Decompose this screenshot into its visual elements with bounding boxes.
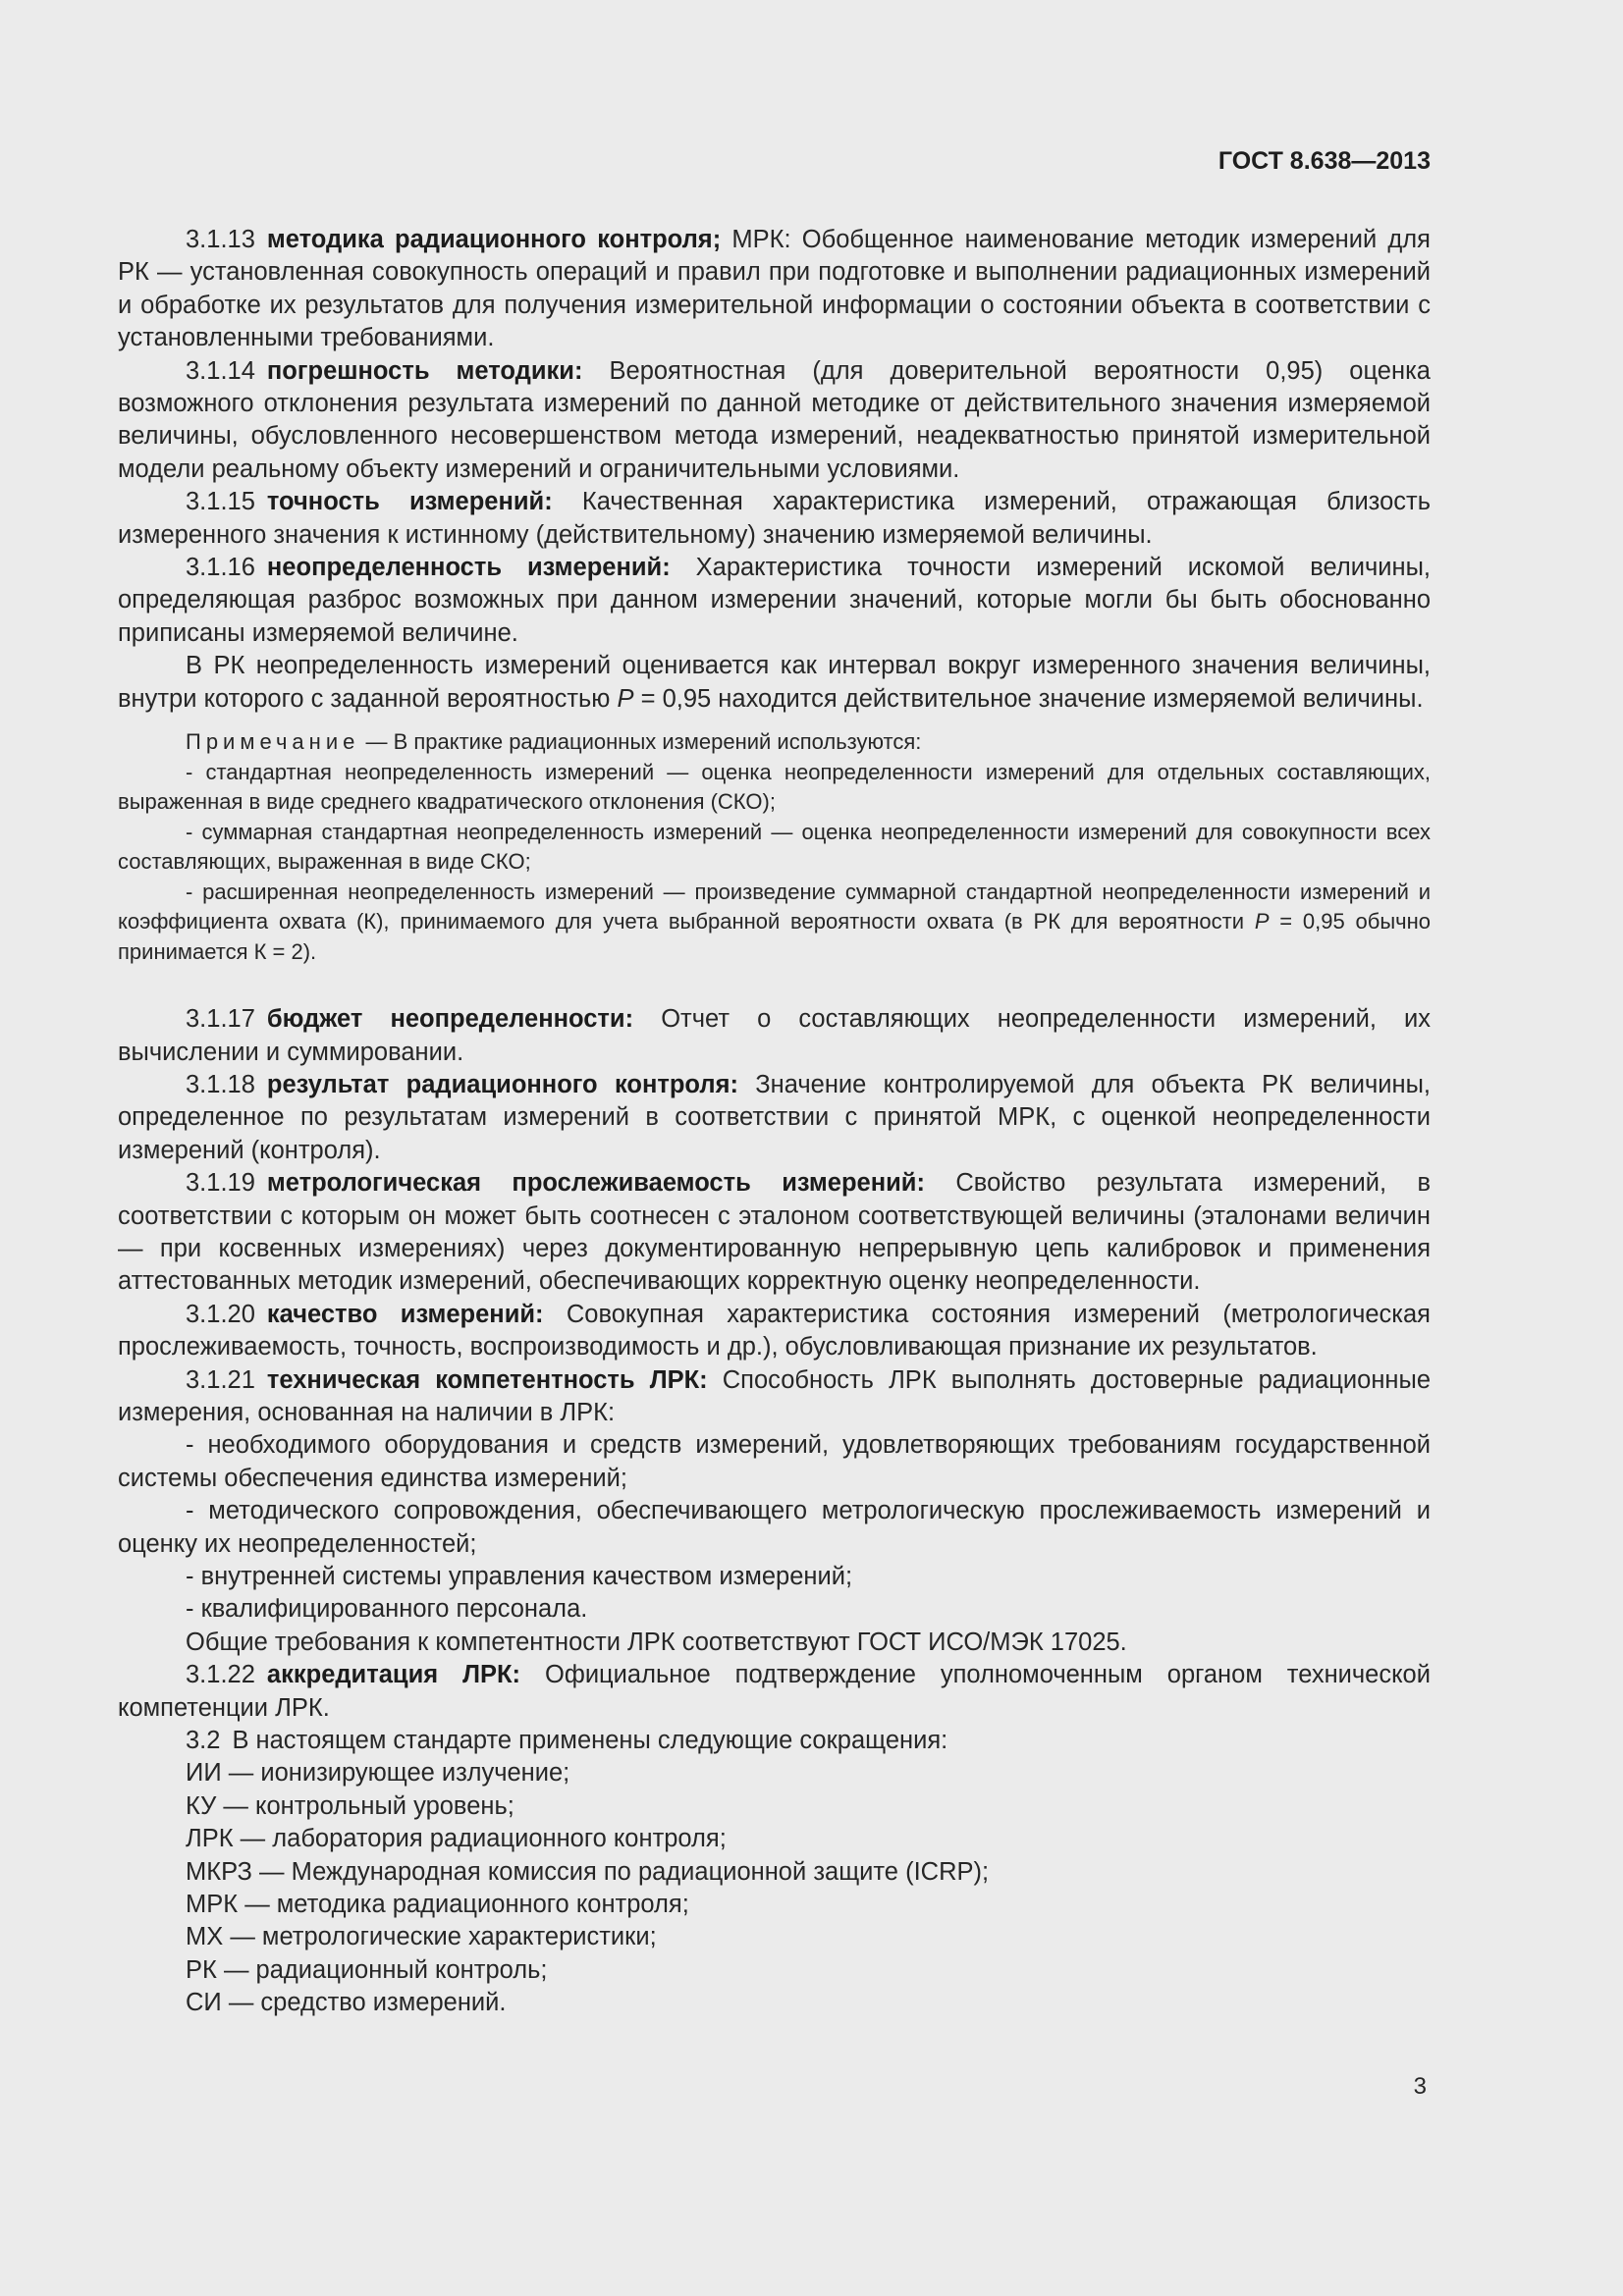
uncertainty-paragraph [118, 650, 1431, 716]
term-definition: Вероятностная (для доверительной вероятности 0,95) оценка возможного отклонения результата измерений по данной методике от действительного значения измеряемой величины, обусловленного несовершенством метода измерений, неадекватностью принятой измерительной модели реальному объекту измерений и ограничительными условиями. [118, 356, 1431, 483]
term-name: качество измерений: [266, 1300, 544, 1328]
term-3-1-15 [118, 486, 1431, 552]
term-number: 3.1.17 [186, 1005, 255, 1034]
abbreviation-item: МХ — метрологические характеристики; [186, 1923, 657, 1951]
section-number: 3.2 [186, 1727, 221, 1755]
abbreviation-item: СИ — средство измерений. [186, 1989, 507, 2017]
page-content [118, 224, 1431, 2020]
term-definition: Способность ЛРК выполнять достоверные радиационные измерения, основанная на наличии в ЛРК: [118, 1365, 1432, 1426]
term-3-1-19 [118, 1167, 1431, 1299]
note-intro-text: — В практике радиационных измерений используются: [359, 729, 922, 755]
competence-item: - необходимого оборудования и средств измерений, удовлетворяющих требованиям государственной системы обеспечения единства измерений; [118, 1431, 1431, 1492]
term-number: 3.1.22 [186, 1661, 255, 1689]
term-3-1-13 [118, 224, 1431, 355]
competence-item: - методического сопровождения, обеспечивающего метрологическую прослеживаемость измерений и оценку их неопределенностей; [118, 1497, 1431, 1558]
term-number: 3.1.16 [186, 554, 255, 582]
term-number: 3.1.21 [186, 1365, 255, 1394]
term-name: неопределенность измерений: [266, 554, 671, 582]
note-item-text: - расширенная неопределенность измерений — произведение суммарной стандартной неопределенности измерений и коэффициента охвата (К), принимаемого для учета выбранной вероятности охвата (в РК для вероятности [118, 879, 1431, 934]
competence-item: - квалифицированного персонала. [186, 1595, 588, 1624]
term-definition: Отчет о составляющих неопределенности измерений, их вычислении и суммировании. [118, 1005, 1431, 1066]
note-intro [118, 727, 1431, 758]
term-definition: Официальное подтверждение уполномоченным органом технической компетенции ЛРК. [118, 1661, 1431, 1722]
term-name: аккредитация ЛРК: [266, 1661, 521, 1689]
abbreviations-intro-text: В настоящем стандарте применены следующие сокращения: [232, 1727, 948, 1755]
note-item: - стандартная неопределенность измерений — оценка неопределенности измерений для отдельных составляющих, выраженная в виде среднего квадратического отклонения (СКО); [118, 759, 1431, 815]
term-definition: Качественная характеристика измерений, отражающая близость измеренного значения к истинному (действительному) значению измеряемой величины. [118, 488, 1431, 549]
abbreviation-item: МРК — методика радиационного контроля; [186, 1891, 689, 1919]
variable-p: P [617, 684, 634, 713]
variable-p: P [1254, 909, 1270, 934]
term-name: результат радиационного контроля: [266, 1070, 738, 1098]
term-definition: Характеристика точности измерений искомой величины, определяющая разброс возможных при данном измерении значений, которые могли бы быть обоснованно приписаны измеряемой величине. [118, 554, 1431, 647]
term-number: 3.1.14 [186, 356, 255, 385]
term-number: 3.1.20 [186, 1300, 255, 1328]
term-definition: Совокупная характеристика состояния измерений (метрологическая прослеживаемость, точность, воспроизводимость и др.), обусловливающая признание их результатов. [118, 1300, 1431, 1362]
note-item: - суммарная стандартная неопределенность измерений — оценка неопределенности измерений для совокупности всех составляющих, выраженная в виде СКО; [118, 819, 1431, 875]
term-number: 3.1.13 [186, 226, 255, 253]
term-name: методика радиационного контроля; [266, 226, 722, 253]
term-3-1-17 [118, 1003, 1431, 1069]
note-label: Примечание [186, 729, 360, 755]
abbreviation-item: МКРЗ — Международная комиссия по радиационной защите (ICRP); [186, 1857, 990, 1886]
term-3-1-18 [118, 1069, 1431, 1167]
competence-item: - внутренней системы управления качеством измерений; [186, 1563, 853, 1590]
note-block [118, 727, 1431, 967]
term-3-1-20 [118, 1299, 1431, 1364]
term-name: метрологическая прослеживаемость измерений: [266, 1169, 925, 1198]
term-number: 3.1.18 [186, 1070, 255, 1098]
term-3-1-21 [118, 1364, 1431, 1430]
term-name: бюджет неопределенности: [266, 1005, 634, 1034]
document-header: ГОСТ 8.638—2013 [1217, 147, 1431, 175]
term-3-1-16 [118, 552, 1431, 650]
term-definition: МРК: Обобщенное наименование методик измерений для РК — установленная совокупность операций и правил при подготовке и выполнении радиационных измерений и обработке их результатов для получения измерительной информации о состоянии объекта в соответствии с установленными требованиями. [118, 226, 1431, 352]
abbreviation-item: ИИ — ионизирующее излучение; [186, 1759, 570, 1788]
term-3-1-14 [118, 355, 1431, 487]
term-name: погрешность методики: [266, 356, 583, 385]
note-item-text: = 0,95 обычно принимается К = 2). [118, 909, 1431, 964]
abbreviation-item: ЛРК — лаборатория радиационного контроля; [186, 1825, 727, 1853]
term-name: техническая компетентность ЛРК: [266, 1365, 708, 1394]
para-text-before: В РК неопределенность измерений оценивается как интервал вокруг измеренного значения величины, внутри которого с заданной вероятностью [118, 652, 1431, 713]
page-number: 3 [1413, 2073, 1427, 2100]
term-number: 3.1.19 [186, 1169, 255, 1198]
term-name: точность измерений: [266, 488, 553, 516]
abbreviation-item: РК — радиационный контроль; [186, 1955, 548, 1984]
competence-general: Общие требования к компетентности ЛРК соответствуют ГОСТ ИСО/МЭК 17025. [186, 1628, 1127, 1656]
term-definition: Свойство результата измерений, в соответствии с которым он может быть соотнесен с эталоном соответствующей величины (эталонами величин — при косвенных измерениях) через документированную непрерывную цепь калибровок и применения аттестованных методик измерений, обеспечивающих корректную оценку неопределенности. [118, 1169, 1431, 1296]
term-3-1-22 [118, 1659, 1431, 1725]
abbreviation-item: КУ — контрольный уровень; [186, 1791, 514, 1820]
para-text-after: = 0,95 находится действительное значение измеряемой величины. [633, 684, 1424, 713]
note-item [118, 878, 1431, 968]
term-definition: Значение контролируемой для объекта РК величины, определенное по результатам измерений в соответствии с принятой МРК, с оценкой неопределенности измерений (контроля). [118, 1070, 1431, 1164]
abbreviations-intro [118, 1725, 1431, 1757]
term-number: 3.1.15 [186, 488, 255, 516]
